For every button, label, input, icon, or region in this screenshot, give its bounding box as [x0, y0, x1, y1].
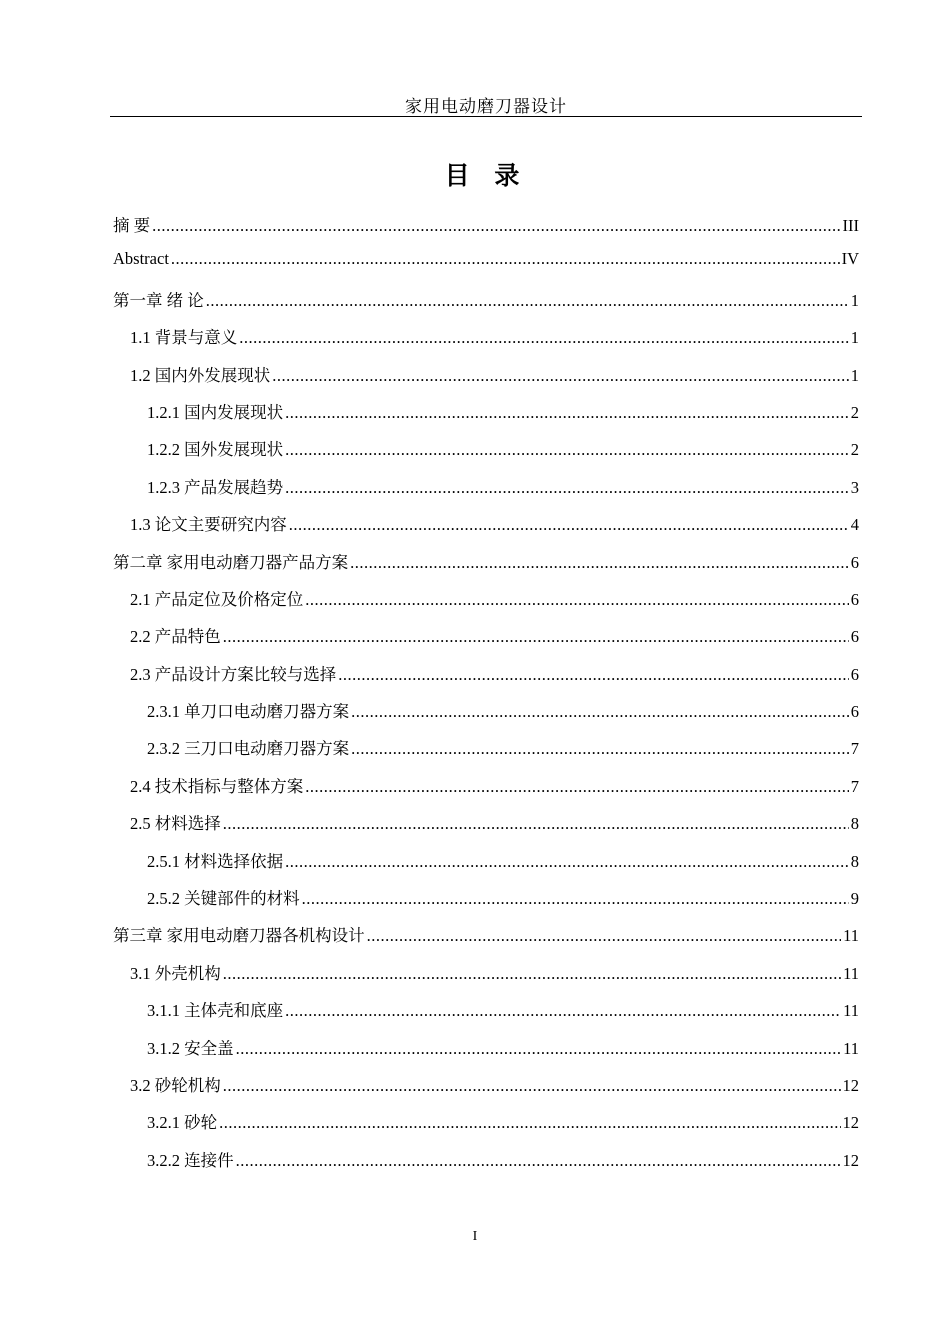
toc-entry[interactable] [113, 1147, 859, 1184]
dot-leader [223, 1076, 841, 1096]
toc-entry-label: 3.1 外壳机构 [130, 963, 221, 983]
toc-entry-page: 1 [850, 328, 859, 348]
toc-entry[interactable] [113, 1072, 859, 1109]
dot-leader [367, 926, 841, 946]
toc-entry[interactable] [113, 960, 859, 997]
toc-entry-page: 9 [850, 889, 859, 909]
toc-entry[interactable] [113, 810, 859, 847]
toc-entry-label: 1.2.3 产品发展趋势 [147, 477, 284, 497]
toc-entry-page: 6 [850, 702, 859, 722]
running-header: 家用电动磨刀器设计 [405, 97, 567, 116]
dot-leader [285, 478, 849, 498]
dot-leader [223, 627, 849, 647]
toc-entry[interactable] [113, 885, 859, 922]
dot-leader [223, 814, 849, 834]
toc-entry-label: Abstract [113, 249, 169, 269]
toc-entry-page: 7 [850, 739, 859, 759]
toc-entry[interactable] [113, 399, 859, 436]
toc-entry-page: 12 [842, 1113, 859, 1133]
toc-entry-page: 11 [843, 963, 859, 983]
header-divider [110, 116, 862, 117]
toc-entry-page: 6 [850, 552, 859, 572]
toc-entry-page: 3 [850, 477, 859, 497]
dot-leader [289, 515, 849, 535]
toc-entry-label: 2.2 产品特色 [130, 627, 221, 647]
toc-entry-page: 6 [850, 627, 859, 647]
toc-entry-page: 2 [850, 440, 859, 460]
toc-entry[interactable] [113, 661, 859, 698]
toc-entry[interactable] [113, 997, 859, 1034]
toc-entry-label: 第二章 家用电动磨刀器产品方案 [113, 552, 349, 572]
toc-entry[interactable] [113, 922, 859, 959]
toc-entry[interactable] [113, 698, 859, 735]
toc-entry[interactable] [113, 212, 859, 249]
toc-entry-page: 7 [850, 776, 859, 796]
toc-entry-label: 3.1.2 安全盖 [147, 1038, 234, 1058]
toc-entry[interactable] [113, 1109, 859, 1146]
dot-leader [351, 739, 849, 759]
dot-leader [285, 440, 849, 460]
toc-entry-page: 8 [850, 851, 859, 871]
toc-entry[interactable] [113, 848, 859, 885]
toc-entry-page: 12 [842, 1150, 859, 1170]
table-of-contents [113, 212, 859, 1184]
dot-leader [272, 366, 849, 386]
dot-leader [302, 889, 849, 909]
dot-leader [305, 590, 849, 610]
dot-leader [239, 328, 849, 348]
toc-entry-label: 2.1 产品定位及价格定位 [130, 589, 304, 609]
toc-entry-label: 2.3.1 单刀口电动磨刀器方案 [147, 702, 350, 722]
toc-entry-label: 1.3 论文主要研究内容 [130, 515, 287, 535]
toc-entry[interactable] [113, 474, 859, 511]
toc-entry-page: 11 [843, 1001, 859, 1021]
toc-entry-label: 3.2 砂轮机构 [130, 1075, 221, 1095]
toc-entry-label: 1.1 背景与意义 [130, 328, 238, 348]
toc-entry[interactable] [113, 623, 859, 660]
dot-leader [171, 249, 840, 269]
page-number: I [472, 1229, 478, 1244]
dot-leader [206, 291, 849, 311]
toc-entry-label: 2.5 材料选择 [130, 814, 221, 834]
toc-entry[interactable] [113, 324, 859, 361]
toc-entry-page: 6 [850, 664, 859, 684]
toc-entry[interactable] [113, 362, 859, 399]
dot-leader [285, 403, 849, 423]
toc-entry-label: 3.2.1 砂轮 [147, 1113, 218, 1133]
dot-leader [285, 852, 849, 872]
toc-entry-label: 1.2.1 国内发展现状 [147, 402, 284, 422]
toc-entry-page: 6 [850, 589, 859, 609]
toc-entry-label: 3.1.1 主体壳和底座 [147, 1001, 284, 1021]
toc-entry[interactable] [113, 586, 859, 623]
toc-entry[interactable] [113, 287, 859, 324]
toc-entry-label: 3.2.2 连接件 [147, 1150, 234, 1170]
dot-leader [285, 1001, 841, 1021]
toc-entry[interactable] [113, 735, 859, 772]
dot-leader [236, 1039, 841, 1059]
toc-entry-page: 2 [850, 402, 859, 422]
dot-leader [236, 1151, 841, 1171]
toc-entry-page: 12 [842, 1075, 859, 1095]
toc-entry-label: 第三章 家用电动磨刀器各机构设计 [113, 926, 365, 946]
toc-entry-label: 第一章 绪 论 [113, 290, 204, 310]
toc-entry-label: 2.3.2 三刀口电动磨刀器方案 [147, 739, 350, 759]
toc-entry-label: 1.2.2 国外发展现状 [147, 440, 284, 460]
dot-leader [152, 216, 840, 236]
toc-entry-label: 摘 要 [113, 216, 151, 235]
toc-entry-label: 2.4 技术指标与整体方案 [130, 776, 304, 796]
toc-entry[interactable] [113, 436, 859, 473]
toc-entry-page: 1 [850, 365, 859, 385]
toc-entry-label: 1.2 国内外发展现状 [130, 365, 271, 385]
toc-entry-page: 1 [850, 290, 859, 310]
toc-entry[interactable] [113, 1035, 859, 1072]
toc-entry-label: 2.5.1 材料选择依据 [147, 851, 284, 871]
toc-entry-page: 11 [843, 926, 859, 946]
dot-leader [223, 964, 841, 984]
toc-entry[interactable] [113, 549, 859, 586]
dot-leader [351, 702, 849, 722]
toc-entry[interactable] [113, 249, 859, 286]
toc-entry-page: 8 [850, 814, 859, 834]
toc-entry[interactable] [113, 511, 859, 548]
toc-entry-label: 2.5.2 关键部件的材料 [147, 889, 300, 909]
toc-entry[interactable] [113, 773, 859, 810]
toc-entry-page: 11 [843, 1038, 859, 1058]
toc-entry-page: IV [841, 249, 859, 269]
toc-title: 目 录 [444, 161, 528, 190]
toc-entry-label: 2.3 产品设计方案比较与选择 [130, 664, 337, 684]
dot-leader [338, 665, 849, 685]
dot-leader [305, 777, 849, 797]
dot-leader [219, 1113, 840, 1133]
toc-entry-page: 4 [850, 515, 859, 535]
dot-leader [350, 553, 849, 573]
toc-entry-page: III [842, 216, 859, 235]
